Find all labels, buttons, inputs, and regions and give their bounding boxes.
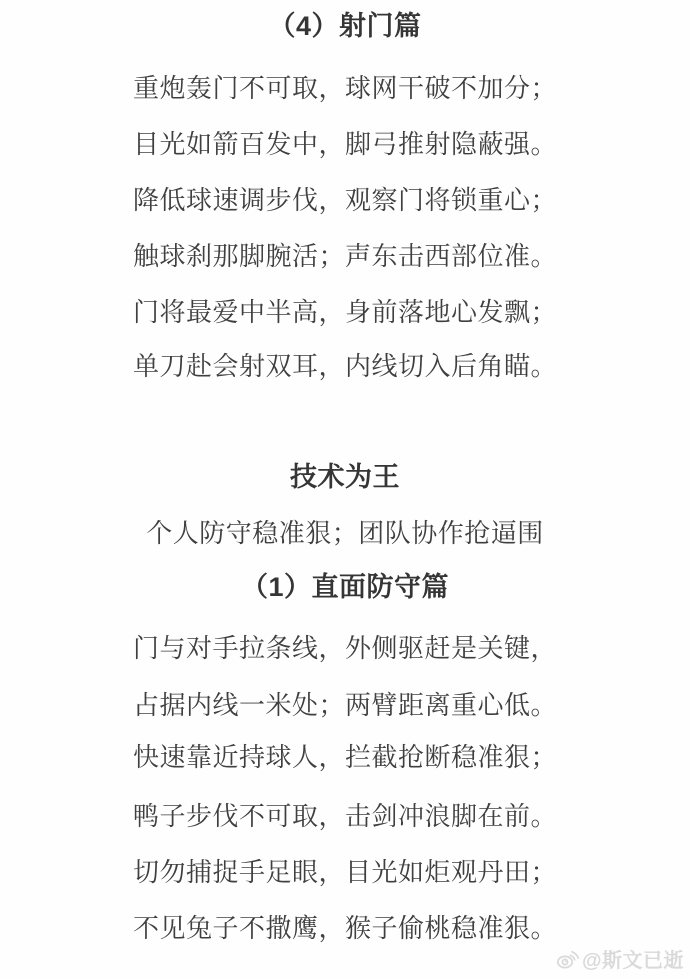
poem-line: 切勿捕捉手足眼，目光如炬观丹田； bbox=[132, 857, 557, 887]
poem-line: 单刀赴会射双耳，内线切入后角瞄。 bbox=[132, 351, 557, 381]
watermark-handle: @斯文已逝 bbox=[581, 950, 684, 972]
section-heading-defense: （1）直面防守篇 bbox=[240, 572, 450, 602]
poem-line: 快速靠近持球人，拦截抢断稳准狠； bbox=[132, 742, 557, 772]
poem-line: 重炮轰门不可取，球网干破不加分； bbox=[132, 73, 557, 103]
poem-line: 占据内线一米处；两臂距离重心低。 bbox=[132, 690, 557, 720]
chapter-subtitle: 个人防守稳准狠；团队协作抢逼围 bbox=[146, 518, 544, 548]
poem-line: 降低球速调步伐，观察门将锁重心； bbox=[132, 185, 557, 215]
chapter-heading-technique: 技术为王 bbox=[290, 462, 400, 492]
watermark bbox=[556, 944, 684, 973]
poem-line: 鸭子步伐不可取，击剑冲浪脚在前。 bbox=[132, 801, 557, 831]
weibo-logo-icon bbox=[556, 947, 580, 971]
poem-line: 门与对手拉条线，外侧驱赶是关键， bbox=[132, 633, 557, 663]
section-heading-shooting: （4）射门篇 bbox=[268, 11, 422, 41]
poem-line: 不见兔子不撒鹰，猴子偷桃稳准狠。 bbox=[132, 913, 557, 943]
poem-line: 目光如箭百发中，脚弓推射隐蔽强。 bbox=[132, 129, 557, 159]
poem-line: 触球刹那脚腕活；声东击西部位准。 bbox=[132, 241, 557, 271]
poem-line: 门将最爱中半高，身前落地心发飘； bbox=[132, 297, 557, 327]
